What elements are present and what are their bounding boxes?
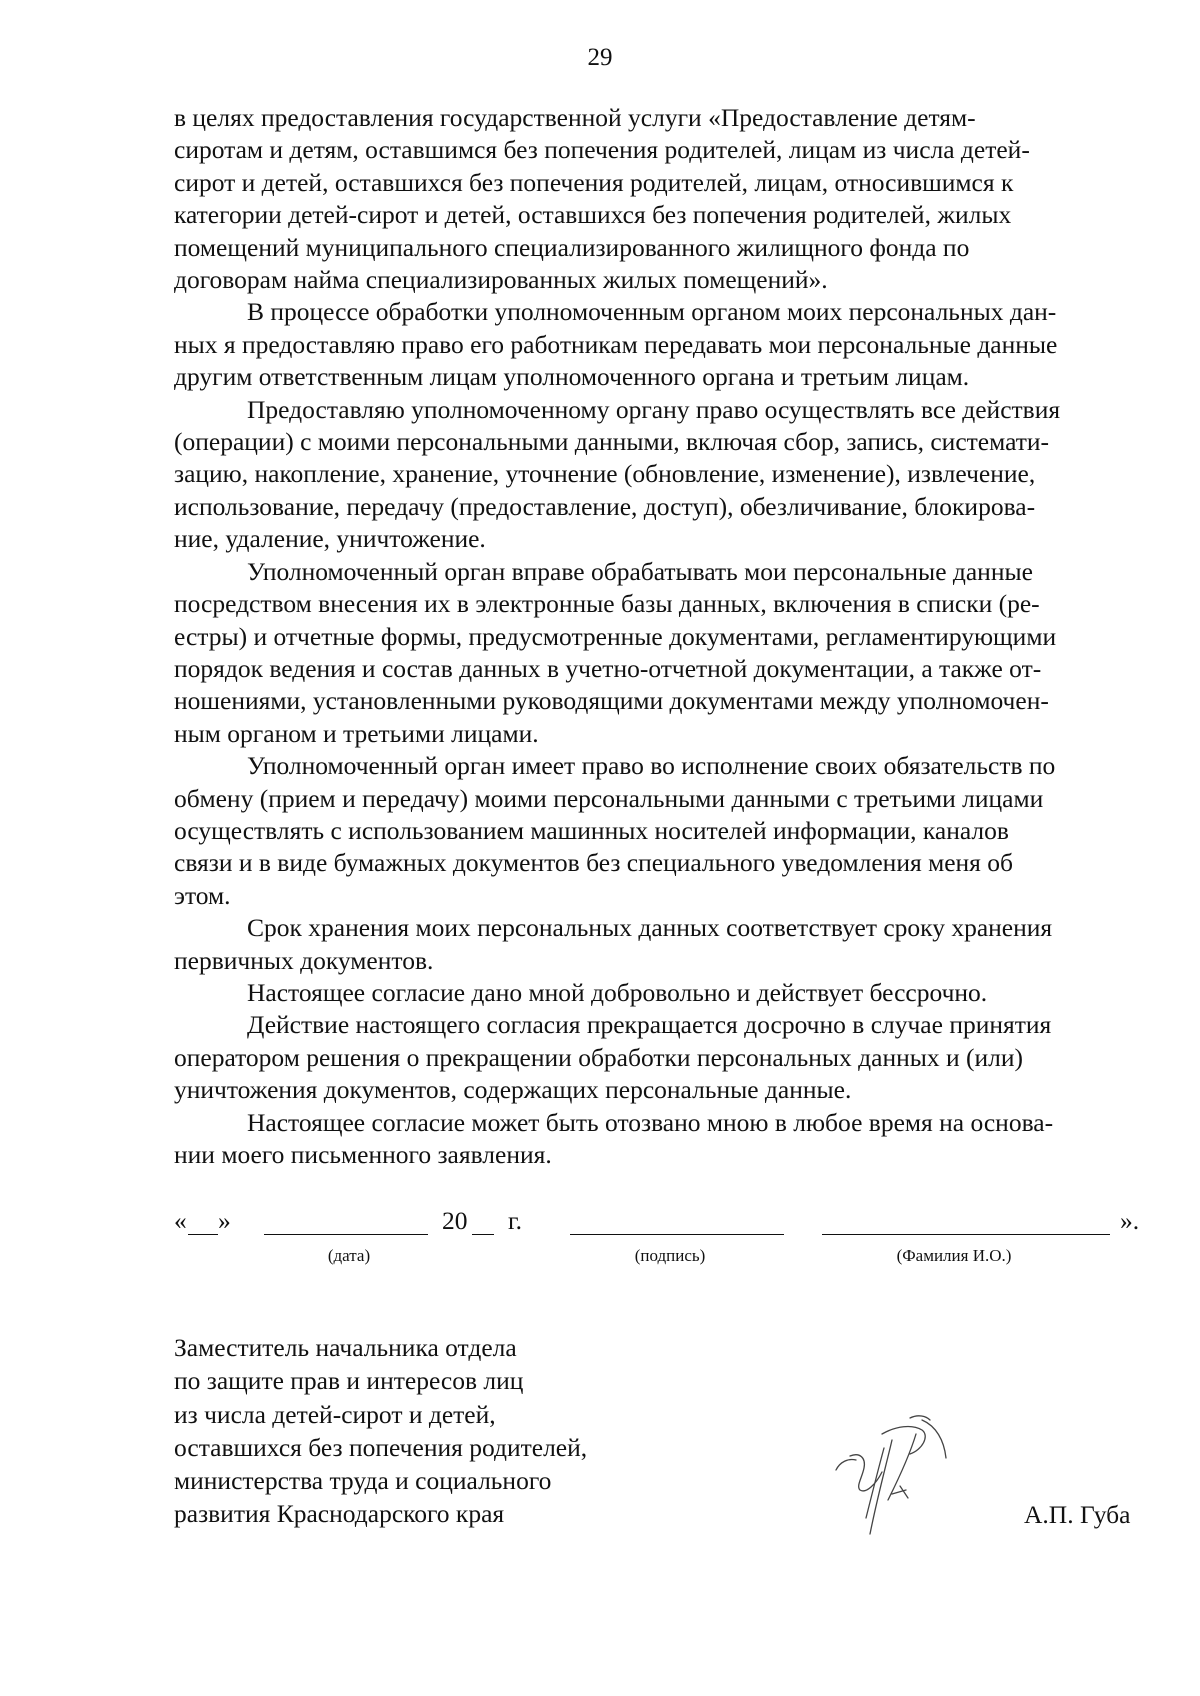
paragraph: Настоящее согласие может быть отозвано мною в любое время на основа- нии моего письменного заявления. bbox=[174, 1107, 1054, 1169]
paragraph: Срок хранения моих персональных данных соответствует сроку хранения первичных документов. bbox=[174, 913, 1053, 975]
document-body bbox=[174, 102, 1146, 1171]
signature-line bbox=[174, 1206, 1146, 1266]
end-mark: ». bbox=[1120, 1206, 1140, 1235]
paragraph: в целях предоставления государственной услуги «Предоставление детям- сиротам и детям, оставшимся без попечения родителей, лицам из числа детей- сирот и детей, оставшихся без попечения родителей, лицам, относившимся к категории детей-сирот и детей, оставшихся без попечения родителей, жилых помещений муниципального специализированного жилищного фонда по договорам найма специализированных жилых помещений». bbox=[174, 103, 1030, 295]
signer-position-line: развития Краснодарского края bbox=[174, 1499, 505, 1529]
page-number: 29 bbox=[587, 44, 613, 71]
signer-name: А.П. Губа bbox=[1024, 1500, 1131, 1529]
paragraph: Предоставляю уполномоченному органу право осуществлять все действия (операции) с моими персональными данными, включая сбор, запись, системати- зацию, накопление, хранение, уточнение (обновление, изменение), извлечение, использование, передачу (предоставление, доступ), обезличивание, блокирова- ние, удаление, уничтожение. bbox=[174, 394, 1061, 554]
year-prefix: 20 bbox=[442, 1206, 468, 1235]
signer-position-line: оставшихся без попечения родителей, bbox=[174, 1432, 588, 1462]
signature-caption: (подпись) bbox=[634, 1246, 706, 1265]
signer-position-line: министерства труда и социального bbox=[174, 1466, 552, 1496]
signer-position bbox=[174, 1331, 587, 1531]
paragraph: Уполномоченный орган вправе обрабатывать мои персональные данные посредством внесения их в электронные базы данных, включения в списки (ре- естры) и отчетные формы, предусмотренные документами, регламентирующими порядок ведения и состав данных в учетно-отчетной документации, а также от- ношениями, установленными руководящими документами между уполномочен- ным органом и третьими лицами. bbox=[174, 556, 1057, 748]
paragraph: Настоящее согласие дано мной добровольно и действует бессрочно. bbox=[247, 977, 988, 1007]
signer-position-line: по защите прав и интересов лиц bbox=[174, 1366, 524, 1396]
year-blank bbox=[472, 1234, 494, 1235]
paragraph: В процессе обработки уполномоченным органом моих персональных дан- ных я предоставляю право его работникам передавать мои персональные данные другим ответственным лицам уполномоченного органа и третьим лицам. bbox=[174, 297, 1058, 392]
year-suffix: г. bbox=[508, 1206, 522, 1235]
open-quote: « bbox=[174, 1206, 187, 1235]
date-caption: (дата) bbox=[327, 1246, 371, 1265]
paragraph: Уполномоченный орган имеет право во исполнение своих обязательств по обмену (прием и передачу) моими персональными данными с третьими лицами осуществлять с использованием машинных носителей информации, каналов связи и в виде бумажных документов без специального уведомления меня об этом. bbox=[174, 751, 1056, 910]
handwritten-signature bbox=[826, 1410, 976, 1540]
close-quote: » bbox=[218, 1206, 231, 1235]
signature-blank bbox=[570, 1234, 784, 1235]
name-blank bbox=[822, 1234, 1110, 1235]
name-caption: (Фамилия И.О.) bbox=[896, 1246, 1012, 1265]
day-blank bbox=[188, 1234, 218, 1235]
signer-position-line: Заместитель начальника отдела bbox=[174, 1333, 517, 1362]
signer-position-line: из числа детей-сирот и детей, bbox=[174, 1399, 496, 1429]
month-blank bbox=[264, 1234, 428, 1235]
paragraph: Действие настоящего согласия прекращается досрочно в случае принятия оператором решения о прекращении обработки персональных данных и (или) уничтожения документов, содержащих персональные данные. bbox=[174, 1010, 1052, 1105]
